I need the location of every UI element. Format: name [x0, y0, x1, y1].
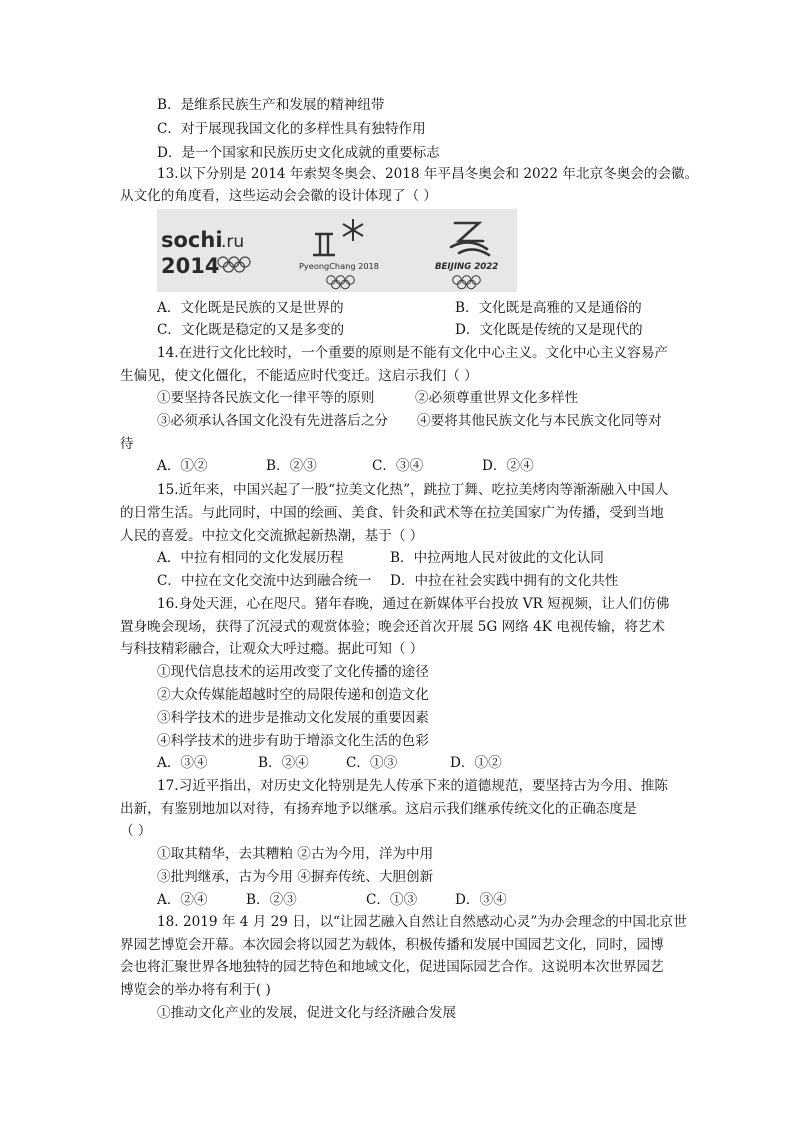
- olympic-rings-icon: [327, 276, 355, 289]
- q16-option-c: C．①③: [346, 755, 398, 771]
- q14-item-4: ④要将其他民族文化与本民族文化同等对: [417, 413, 662, 429]
- sochi-year-text: 2014: [161, 254, 220, 278]
- q15-stem-line-3: 人民的喜爱。中拉文化交流掀起新热潮，基于（ ）: [120, 528, 424, 544]
- q17-option-d: D．③④: [455, 892, 507, 908]
- q17-stem-line-3: （ ）: [120, 823, 152, 839]
- q14-option-c: C．③④: [372, 458, 424, 474]
- q16-option-a: A．③④: [157, 755, 208, 771]
- winter-emblem-icon: [451, 223, 489, 255]
- q14-item-2: ②必须尊重世界文化多样性: [415, 390, 579, 406]
- q14-item-4-cont: 待: [120, 436, 134, 452]
- sochi-2014-logo: [157, 209, 267, 292]
- q14-option-d: D．②④: [482, 458, 534, 474]
- q17-option-c: C．①③: [366, 892, 418, 908]
- q12-option-d: D．是一个国家和民族历史文化成就的重要标志: [157, 145, 440, 161]
- q14-stem-line-1: 14.在进行文化比较时，一个重要的原则是不能有文化中心主义。文化中心主义容易产: [157, 345, 668, 361]
- q14-stem-line-2: 生偏见，使文化僵化，不能适应时代变迁。这启示我们（ ）: [120, 368, 478, 384]
- pyeongchang-2018-logo: [293, 209, 393, 292]
- q13-option-c: C．文化既是稳定的又是多变的: [157, 322, 345, 338]
- q16-stem-line-1: 16.身处天涯，心在咫尺。猪年春晚，通过在新媒体平台投放 VR 短视频，让人们仿佛: [157, 596, 670, 612]
- beijing-logo-text: BEIJING 2022: [435, 262, 499, 272]
- snow-star-icon: [343, 219, 363, 241]
- olympic-rings-icon: [453, 276, 481, 289]
- q12-option-c: C．对于展现我国文化的多样性具有独特作用: [157, 121, 426, 137]
- q18-stem-line-2: 界园艺博览会开幕。本次园会将以园艺为载体，积极传播和发展中国园艺文化，同时，园博: [120, 937, 664, 953]
- q16-item-3: ③科学技术的进步是推动文化发展的重要因素: [157, 710, 429, 726]
- q16-stem-line-3: 与科技精彩融合，让观众大呼过瘾。据此可知（ ）: [120, 641, 424, 657]
- q16-option-b: B．②④: [258, 755, 309, 771]
- q15-option-b: B．中拉两地人民对彼此的文化认同: [390, 550, 604, 566]
- q17-stem-line-1: 17.习近平指出，对历史文化特别是先人传承下来的道德规范，要坚持古为今用、推陈: [157, 778, 668, 794]
- q18-item-1: ①推动文化产业的发展，促进文化与经济融合发展: [157, 1005, 457, 1021]
- beijing-2022-logo: [429, 209, 517, 292]
- q15-option-a: A．中拉有相同的文化发展历程: [157, 550, 344, 566]
- olympic-emblems-image: [157, 209, 517, 292]
- q14-option-a: A．①②: [157, 458, 208, 474]
- q16-option-d: D．①②: [450, 755, 502, 771]
- q13-option-a: A．文化既是民族的又是世界的: [157, 300, 344, 316]
- q17-stem-line-2: 出新，有鉴别地加以对待，有扬弃地予以继承。这启示我们继承传统文化的正确态度是: [120, 801, 637, 817]
- q12-option-b: B．是维系民族生产和发展的精神纽带: [157, 97, 385, 113]
- sochi-ru-text: .ru: [221, 232, 245, 252]
- q15-stem-line-1: 15.近年来，中国兴起了一股“拉美文化热”，跳拉丁舞、吃拉美烤肉等渐渐融入中国人: [157, 482, 669, 498]
- q14-item-3: ③必须承认各国文化没有先进落后之分: [157, 413, 389, 429]
- q18-stem-line-4: 博览会的举办将有利于( ): [120, 982, 271, 998]
- q13-stem-line-1: 13.以下分别是 2014 年索契冬奥会、2018 年平昌冬奥会和 2022 年北京冬奥会的会徽。: [157, 166, 699, 182]
- q17-items-line-2: ③批判继承，古为今用 ④摒弃传统、大胆创新: [157, 869, 434, 885]
- q15-option-d: D．中拉在社会实践中拥有的文化共性: [390, 573, 619, 589]
- olympic-rings-icon: [218, 257, 250, 272]
- q14-option-b: B．②③: [266, 458, 317, 474]
- q15-option-c: C．中拉在文化交流中达到融合统一: [157, 573, 372, 589]
- q17-option-b: B．②③: [246, 892, 297, 908]
- q13-option-b: B．文化既是高雅的又是通俗的: [455, 300, 642, 316]
- q16-item-4: ④科学技术的进步有助于增添文化生活的色彩: [157, 733, 429, 749]
- q14-item-1: ①要坚持各民族文化一律平等的原则: [157, 390, 375, 406]
- q17-option-a: A．②④: [157, 892, 208, 908]
- q16-item-1: ①现代信息技术的运用改变了文化传播的途径: [157, 664, 429, 680]
- q17-items-line-1: ①取其精华，去其糟粕 ②古为今用，洋为中用: [157, 846, 434, 862]
- q16-stem-line-2: 置身晚会现场，获得了沉浸式的观赏体验；晚会还首次开展 5G 网络 4K 电视传输，将艺术: [120, 619, 665, 635]
- sochi-logo-text: sochi: [161, 228, 223, 252]
- q13-stem-line-2: 从文化的角度看，这些运动会会徽的设计体现了（ ）: [120, 188, 437, 204]
- q18-stem-line-3: 会也将汇聚世界各地独特的园艺特色和地域文化，促进国际园艺合作。这说明本次世界园艺: [120, 959, 664, 975]
- q18-stem-line-1: 18. 2019 年 4 月 29 日，以“让园艺融入自然让自然感动心灵”为办会理念的中国北京世: [157, 914, 687, 930]
- q15-stem-line-2: 的日常生活。与此同时，中国的绘画、美食、针灸和武术等在拉美国家广为传播，受到当地: [120, 505, 664, 521]
- q13-option-d: D．文化既是传统的又是现代的: [455, 322, 643, 338]
- pyeongchang-logo-text: PyeongChang 2018: [299, 261, 379, 271]
- pyeongchang-emblem-icon: [313, 234, 335, 255]
- q16-item-2: ②大众传媒能超越时空的局限传递和创造文化: [157, 687, 429, 703]
